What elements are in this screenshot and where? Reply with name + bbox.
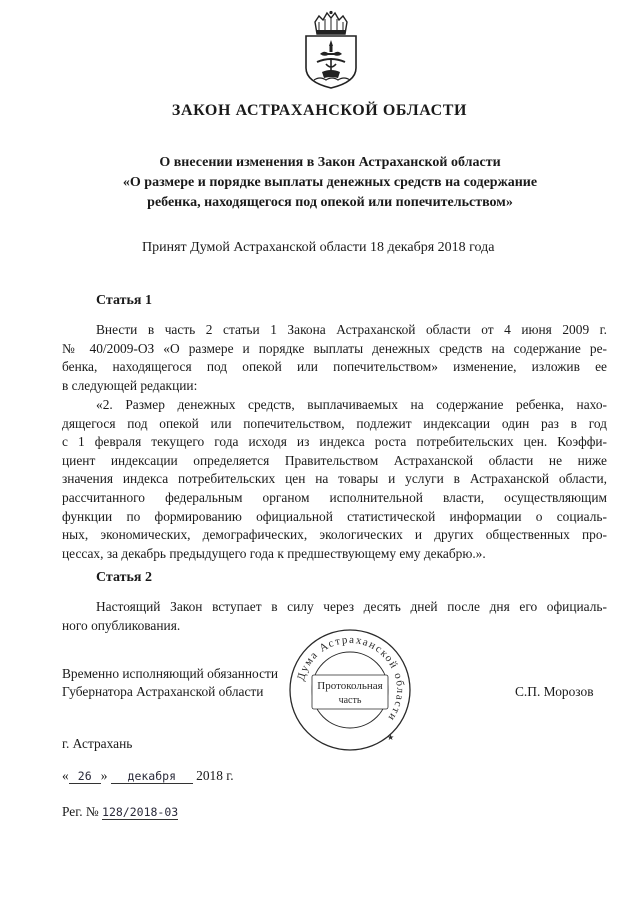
date-open-quote: « [62,768,69,783]
paragraph-line: ного опубликования. [62,617,181,633]
stamp-star-icon: ★ [387,733,395,742]
paragraph-line: «2. Размер денежных средств, выплачиваемых на содержание ребенка, нахо- [96,397,607,412]
article-1-paragraph-1 [62,321,607,395]
registration [62,804,178,820]
stamp-center-line-1: Протокольная [317,680,383,692]
subtitle-line: О внесении изменения в Закон Астраханской области [159,155,501,170]
paragraph-line: в следующей редакции: [62,377,198,393]
paragraph-line: циент индексации определяется Правительством Астраханской области не ниже [62,452,607,468]
paragraph-line: Настоящий Закон вступает в силу через десять дней после дня его официаль- [96,599,607,614]
subtitle-line: «О размере и порядке выплаты денежных средств на содержание [122,175,538,190]
paragraph-line: ных, экономических, демографических, экологических и других общественных про- [62,527,607,543]
paragraph-line: значения индекса потребительских цен на товары и услуги в Астраханской области, [62,471,607,487]
paragraph-line: цессах, за декабрь предыдущего года к предшествующему ему декабрю.». [62,545,486,561]
signatory-position-line-2: Губернатора Астраханской области [62,684,264,699]
document-title: ЗАКОН АСТРАХАНСКОЙ ОБЛАСТИ [171,102,468,119]
date-month: декабря [111,769,193,784]
paragraph-line: дящегося под опекой или попечительством, подлежит индексации один раз в год [62,415,607,431]
paragraph-line: рассчитанного федеральным органом исполнительной власти, осуществляющим [62,489,607,505]
stamp-ring-text: Дума Астраханской области [294,633,407,724]
coat-of-arms-icon [300,10,362,90]
signatory-position-line-1: Временно исполняющий обязанности [62,666,279,681]
paragraph-line: функции по формированию официальной статистической информации о социаль- [62,508,607,524]
stamp-center-line-2: часть [338,695,362,706]
article-2-heading: Статья 2 [96,570,152,585]
date-year: 2018 г. [196,768,234,783]
signing-date [62,768,234,784]
paragraph-line: № 40/2009-ОЗ «О размере и порядке выплаты денежных средств на содержание ре- [62,340,607,356]
official-stamp [288,628,412,752]
registration-label: Рег. № [62,804,99,819]
date-day: 26 [69,769,101,784]
city: г. Астрахань [62,736,133,751]
signatory-name: С.П. Морозов [515,684,594,699]
article-1-heading: Статья 1 [96,293,152,308]
paragraph-line: бенка, находящегося под опекой или попечительством» изменение, изложив ее [62,359,607,375]
subtitle-line: ребенка, находящегося под опекой или попечительством» [147,195,513,210]
registration-number: 128/2018-03 [102,805,179,819]
document-subtitle [90,153,570,213]
article-1-paragraph-2 [62,396,607,563]
adoption-note: Принят Думой Астраханской области 18 декабря 2018 года [142,240,495,255]
date-close-quote: » [100,768,108,783]
paragraph-line: Внести в часть 2 статьи 1 Закона Астраханской области от 4 июня 2009 г. [96,322,607,337]
paragraph-line: с 1 февраля текущего года исходя из индекса роста потребительских цен. Коэффи- [62,434,607,450]
